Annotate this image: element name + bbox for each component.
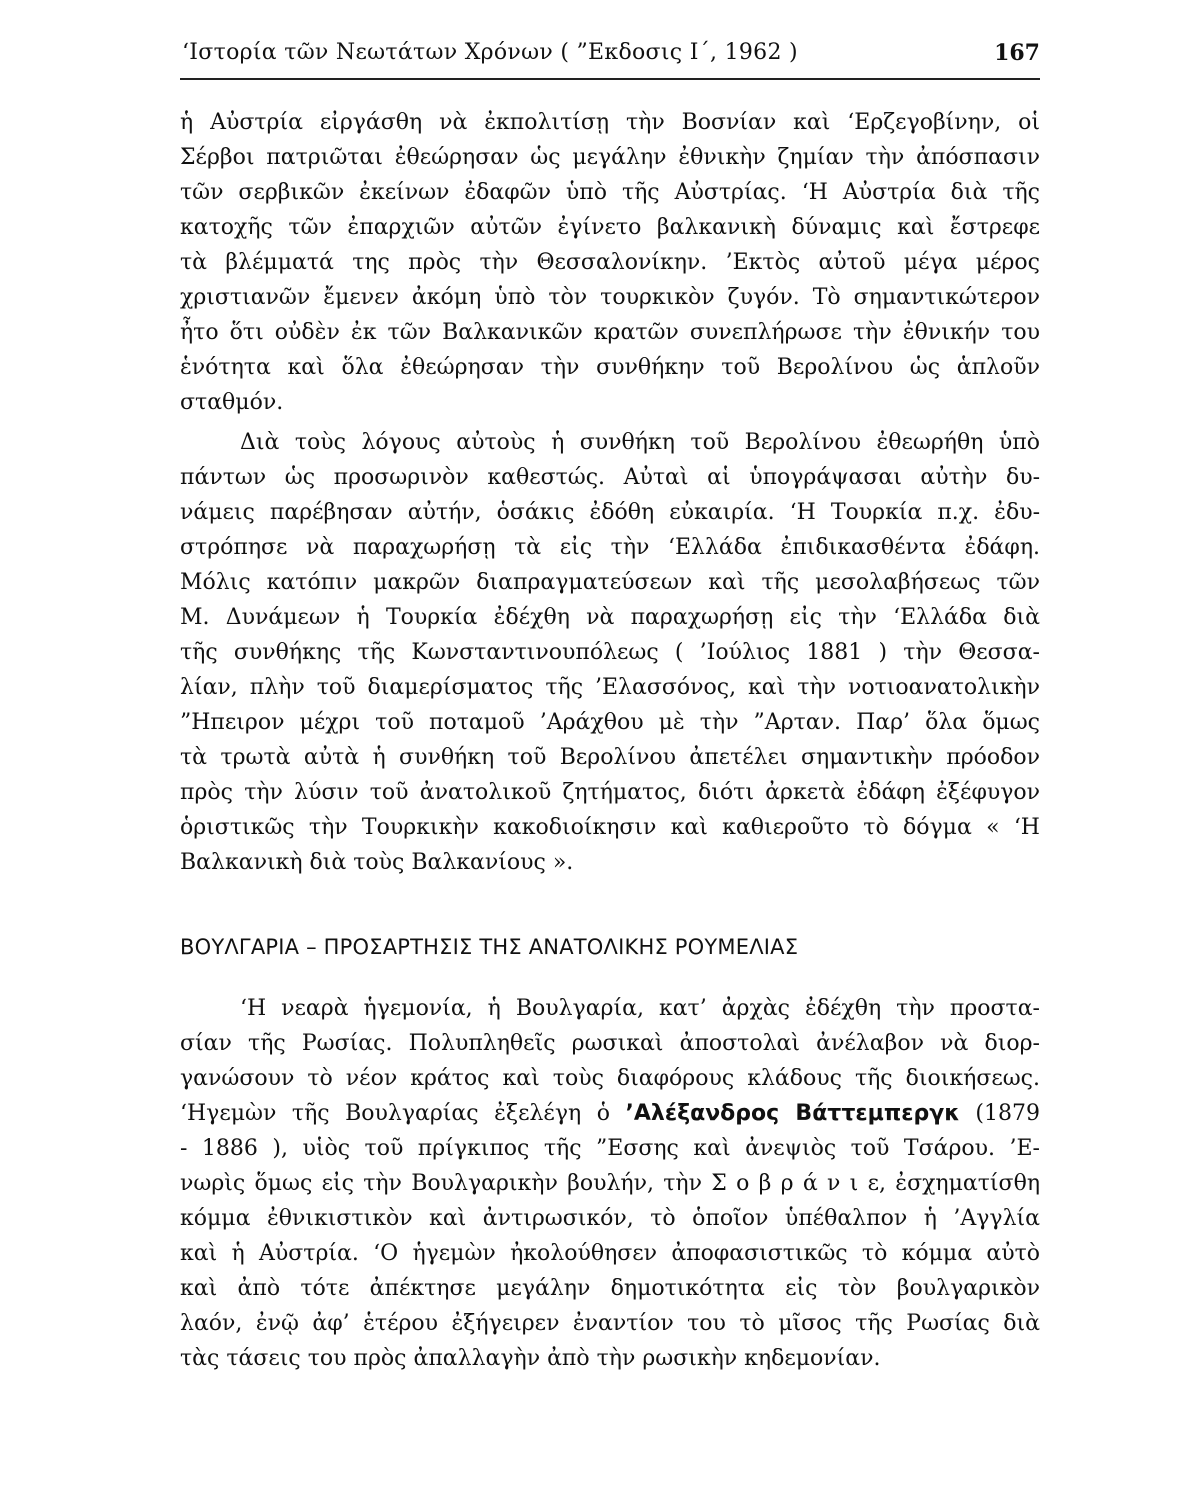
text-span: (1879 (959, 1101, 1040, 1126)
text-line: Μ. Δυνάμεων ἡ Τουρκία ἐδέχθη νὰ παραχωρήσῃ εἰς τὴν ‘Ελλάδα διὰ (180, 605, 1040, 630)
spaced-term: Σ ο β ρ ά ν ι ε (711, 1171, 879, 1196)
text-line: νάμεις παρέβησαν αὐτήν, ὁσάκις ἐδόθη εὐκαιρία. ‘Η Τουρκία π.χ. ἐδυ- (180, 500, 1040, 525)
text-line: λαόν, ἐνῷ ἀφ’ ἑτέρου ἐξήγειρεν ἐναντίον του τὸ μῖσος τῆς Ρωσίας διὰ (180, 1311, 1040, 1336)
text-line: τῶν σερβικῶν ἐκείνων ἐδαφῶν ὑπὸ τῆς Αὐστρίας. ‘Η Αὐστρία διὰ τῆς (180, 180, 1040, 205)
text-line (180, 1097, 1040, 1131)
text-line: τὰ βλέμματά της πρὸς τὴν Θεσσαλονίκην. ’Εκτὸς αὐτοῦ μέγα μέρος (180, 250, 1040, 275)
text-line: κόμμα ἐθνικιστικὸν καὶ ἀντιρωσικόν, τὸ ὁποῖον ὑπέθαλπον ἡ ’Αγγλία (180, 1206, 1040, 1231)
text-line: χριστιανῶν ἔμενεν ἀκόμη ὑπὸ τὸν τουρκικὸν ζυγόν. Τὸ σημαντικώτερον (180, 285, 1040, 310)
text-line: ”Ηπειρον μέχρι τοῦ ποταμοῦ ’Αράχθου μὲ τὴν ”Αρταν. Παρ’ ὅλα ὅμως (180, 710, 1040, 735)
text-line: Μόλις κατόπιν μακρῶν διαπραγματεύσεων καὶ τῆς μεσολαβήσεως τῶν (180, 570, 1040, 595)
text-line: τὰς τάσεις του πρὸς ἀπαλλαγὴν ἀπὸ τὴν ρωσικὴν κηδεμονίαν. (180, 1346, 881, 1371)
text-span: ‘Ηγεμὼν τῆς Βουλγαρίας ἐξελέγη ὁ (180, 1101, 626, 1126)
text-line: Βαλκανικὴ διὰ τοὺς Βαλκανίους ». (180, 850, 574, 875)
text-line: ‘Η νεαρὰ ἡγεμονία, ἡ Βουλγαρία, κατ’ ἀρχὰς ἐδέχθη τὴν προστα- (240, 996, 1040, 1021)
text-line: - 1886 ), υἱὸς τοῦ πρίγκιπος τῆς ”Εσσης καὶ ἀνεψιὸς τοῦ Τσάρου. ’Ε- (180, 1136, 1040, 1161)
text-line: σίαν τῆς Ρωσίας. Πολυπληθεῖς ρωσικαὶ ἀποστολαὶ ἀνέλαβον νὰ διορ- (180, 1031, 1040, 1056)
text-line: καὶ ἀπὸ τότε ἀπέκτησε μεγάλην δημοτικότητα εἰς τὸν βουλγαρικὸν (180, 1276, 1040, 1301)
text-line: γανώσουν τὸ νέον κράτος καὶ τοὺς διαφόρους κλάδους τῆς διοικήσεως. (180, 1066, 1040, 1091)
text-line: ὁριστικῶς τὴν Τουρκικὴν κακοδιοίκησιν καὶ καθιεροῦτο τὸ δόγμα « ‘Η (180, 815, 1040, 840)
text-line: πρὸς τὴν λύσιν τοῦ ἀνατολικοῦ ζητήματος, διότι ἀρκετὰ ἐδάφη ἐξέφυγον (180, 780, 1040, 805)
text-span: , ἐσχηματίσθη (878, 1171, 1040, 1196)
text-line: πάντων ὡς προσωρινὸν καθεστώς. Αὐταὶ αἱ ὑπογράψασαι αὐτὴν δυ- (180, 465, 1040, 490)
text-line: Σέρβοι πατριῶται ἐθεώρησαν ὡς μεγάλην ἐθνικὴν ζημίαν τὴν ἀπόσπασιν (180, 145, 1040, 170)
section-heading: ΒΟΥΛΓΑΡΙΑ – ΠΡΟΣΑΡΤΗΣΙΣ ΤΗΣ ΑΝΑΤΟΛΙΚΗΣ ΡΟΥΜΕΛΙΑΣ (180, 935, 799, 959)
text-line: Διὰ τοὺς λόγους αὐτοὺς ἡ συνθήκη τοῦ Βερολίνου ἐθεωρήθη ὑπὸ (240, 430, 1040, 455)
text-line: καὶ ἡ Αὐστρία. ‘Ο ἡγεμὼν ἠκολούθησεν ἀποφασιστικῶς τὸ κόμμα αὐτὸ (180, 1241, 1040, 1266)
text-line (180, 1167, 1040, 1201)
text-line: σταθμόν. (180, 390, 284, 415)
emphasized-name: ’Αλέξανδρος Βάττεμπεργκ (625, 1101, 960, 1126)
text-line: στρόπησε νὰ παραχωρήσῃ τὰ εἰς τὴν ‘Ελλάδα ἐπιδικασθέντα ἐδάφη. (180, 535, 1040, 560)
text-line: τὰ τρωτὰ αὐτὰ ἡ συνθήκη τοῦ Βερολίνου ἀπετέλει σημαντικὴν πρόοδον (180, 745, 1040, 770)
running-header (180, 38, 1040, 80)
text-line: ἡ Αὐστρία εἰργάσθη νὰ ἐκπολιτίσῃ τὴν Βοσνίαν καὶ ‘Ερζεγοβίνην, οἱ (180, 110, 1040, 135)
page-number: 167 (994, 40, 1040, 66)
text-line: τῆς συνθήκης τῆς Κωνσταντινουπόλεως ( ’Ιούλιος 1881 ) τὴν Θεσσα- (180, 640, 1040, 665)
header-title: ‘Ιστορία τῶν Νεωτάτων Χρόνων ( ”Εκδοσις Ι΄, 1962 ) (182, 40, 798, 65)
text-line: ἑνότητα καὶ ὅλα ἐθεώρησαν τὴν συνθήκην τοῦ Βερολίνου ὡς ἁπλοῦν (180, 355, 1040, 380)
text-line: λίαν, πλὴν τοῦ διαμερίσματος τῆς ’Ελασσόνος, καὶ τὴν νοτιοανατολικὴν (180, 675, 1040, 700)
text-line: κατοχῆς τῶν ἐπαρχιῶν αὐτῶν ἐγίνετο βαλκανικὴ δύναμις καὶ ἔστρεφε (180, 215, 1040, 240)
text-line: ἦτο ὅτι οὐδὲν ἐκ τῶν Βαλκανικῶν κρατῶν συνεπλήρωσε τὴν ἐθνικήν του (180, 320, 1040, 345)
text-span: νωρὶς ὅμως εἰς τὴν Βουλγαρικὴν βουλήν, τὴν (180, 1171, 712, 1196)
